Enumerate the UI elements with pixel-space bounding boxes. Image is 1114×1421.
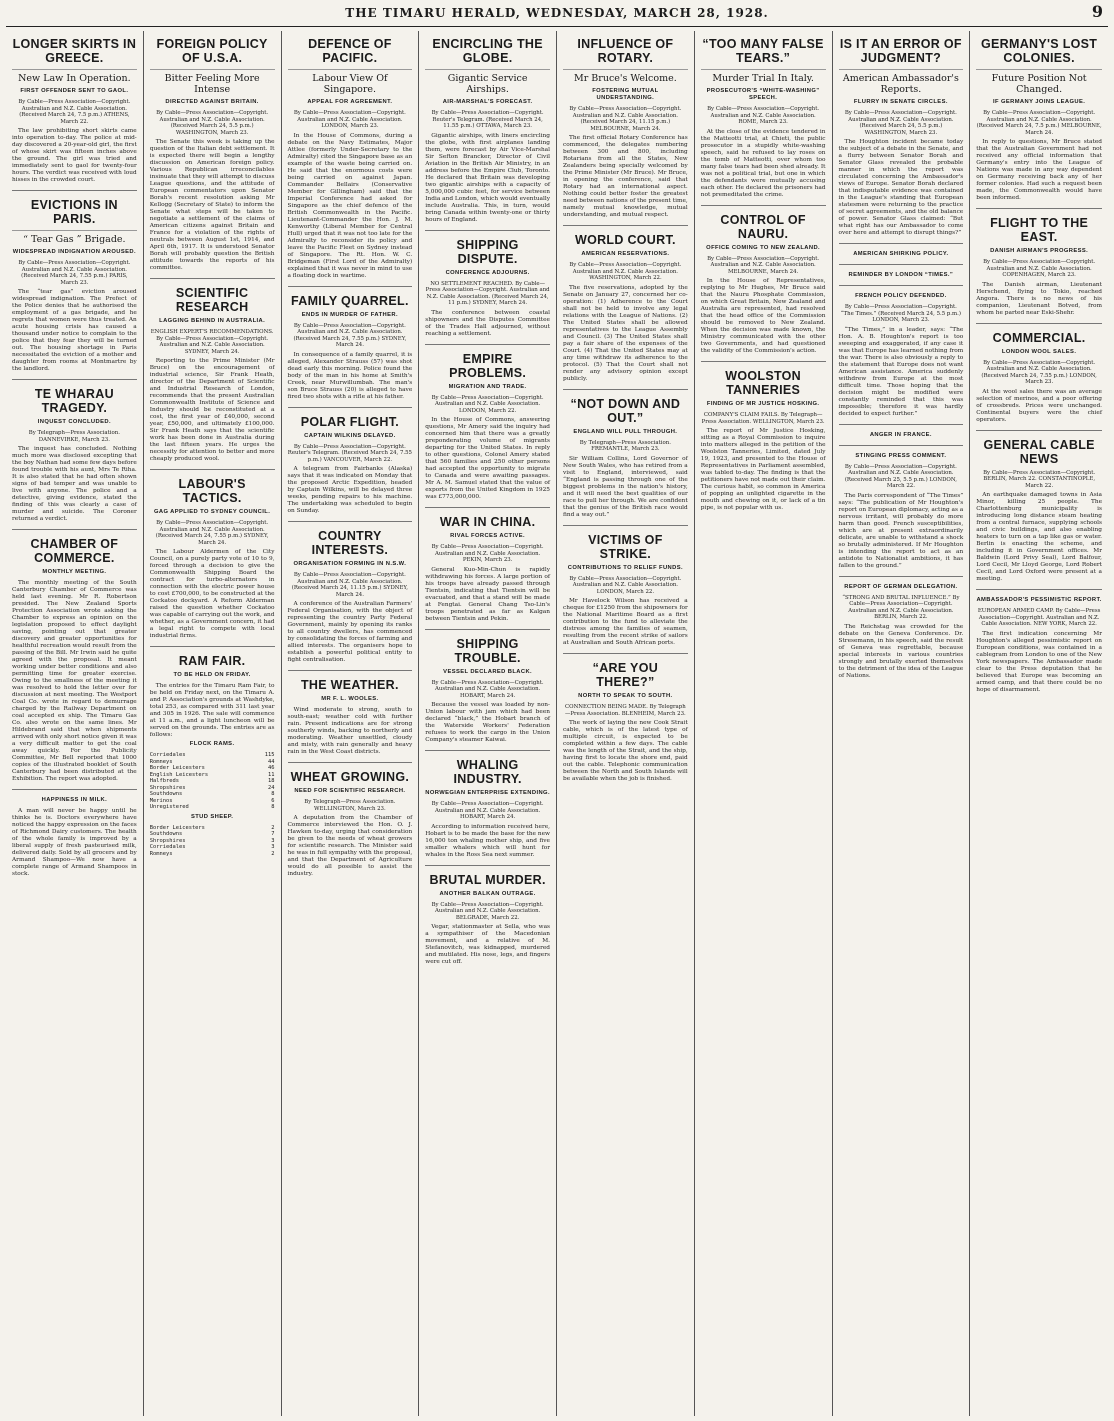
row-label: Merinos: [149, 797, 173, 804]
row-label: Southdowns: [149, 831, 183, 837]
article-headline: “NOT DOWN AND OUT.”: [570, 396, 681, 425]
article: [425, 344, 550, 502]
article-body: The five reservations, adopted by the Senate on January 27, concerned her co-operation: (1) Adherence to the Court shall not be held to involve any legal relations with the League of Nations. (2) The United States shall be allowed representatives to the League Assembly and Council. (3) The United States shall pay a fair share of the expenses of the Court. (4) That the United States may at any time withdraw its adherence to the protocol. (5) That the Court shall not render any advisory opinion except publicly.: [563, 284, 688, 382]
article-byline: By Cable—Press Association—Copyright. Australian and N.Z. Cable Association. (Received March 24, 11.15 p.m.) SYDNEY, March 24.: [291, 572, 408, 598]
article: [150, 278, 275, 463]
article-kicker: VESSEL DECLARED BLACK.: [443, 668, 533, 675]
article-body: The Senate this week is taking up the question of the Italian debt settlement. It is expected there will begin a lengthy discussion on American foreign policy. Various Republican irreconcilables insinuate that they will attempt to discuss League questions, and the attitude of European commentators upon Senator Borah's recent resolution asking Mr Kellogg (Secretary of State) to inform the Senate what steps will be taken to negotiate a settlement of the claims of American citizens against Britain and France for a violation of the rights of neutrals between August 1st, 1914, and April 6th, 1917. It is understood Senator Borah will probably question the British attitude towards the reports of his committee.: [149, 139, 275, 271]
article: [839, 243, 964, 258]
article-headline: WHALING INDUSTRY.: [453, 758, 522, 786]
article: [425, 230, 550, 338]
article: [425, 507, 550, 623]
article-headline: CONTROL OF NAURU.: [720, 212, 806, 241]
article-subheadline: Murder Trial In Italy.: [701, 69, 826, 84]
article-byline: By Cable—Press Association—Copyright. Australian and N.Z. Cable Association. (Received March 24, 7.55 p.m.) SYDNEY, March 24.: [293, 322, 407, 348]
article-kicker: FIRST OFFENDER SENT TO GAOL.: [20, 88, 129, 94]
article-byline: By Cable—Press Association—Copyright. Australian and N.Z. Cable Association. (Received March 24, 11.15 p.m.) MELBOURNE, March 24.: [569, 106, 682, 132]
article-body: A deputation from the Chamber of Commerce interviewed the Hon. O. J. Hawken to-day, urging that consideration be given to the needs of wheat growers for scientific research. The Minister said he was in full sympathy with the proposal, and that the Department of Agriculture would do all possible to assist the industry.: [287, 815, 413, 877]
article-headline: POLAR FLIGHT.: [300, 414, 400, 429]
article-headline: WHEAT GROWING.: [290, 770, 410, 784]
article-kicker: TO BE HELD ON FRIDAY.: [173, 672, 251, 678]
article-body: General Kuo-Min-Chun is rapidly withdrawing his forces. A large portion of his troops have already passed through Tientsin, indicating that Tientsin will be evacuated, and that a stand will be made at Fengtai. General Chang Tso-Lin's troops penetrated as far as Kalgan between Tientsin and Pekin.: [425, 566, 550, 622]
article-byline: EUROPEAN ARMED CAMP. By Cable—Press Association—Copyright. Australian and N.Z. Cable Association. NEW YORK, March 22.: [977, 608, 1101, 627]
article: [839, 37, 964, 237]
page-number: 9: [1091, 2, 1104, 21]
row-label: Shropshires: [149, 784, 186, 791]
page-columns: [6, 31, 1108, 1416]
article-kicker: NORTH TO SPEAK TO SOUTH.: [578, 693, 673, 699]
article-headline: INFLUENCE OF ROTARY.: [577, 37, 674, 65]
article-kicker: MONTHLY MEETING.: [42, 569, 107, 575]
article-headline: FAMILY QUARREL.: [291, 293, 409, 308]
article-byline: By Cable—Press Association—Copyright. Australian and N.Z. Cable Association. (Received March 25, 5.5 p.m.) LONDON, March 22.: [844, 463, 957, 489]
article-body: Mr Havelock Wilson has received a cheque for £1250 from the shipowners for the National Maritime Board as a first contribution to the fund to alleviate the distress among the families of seamen, resulting from the recent strike of sailors at Australian and South African ports.: [563, 598, 688, 646]
row-label: Romneys: [149, 850, 173, 857]
article: [976, 589, 1102, 694]
article-body: Wind moderate to strong, south to south-east; weather cold with further rain. Present indications are for strong southerly winds, backing to northerly and moderating. Weather unsettled, cloudy and misty, with rain generally and heavy rain in the West Coast districts.: [287, 707, 413, 755]
column-8: [970, 31, 1108, 1416]
article-kicker: ORGANISATION FORMING IN N.S.W.: [293, 561, 407, 567]
article-kicker: MR F. L. WOOLES.: [321, 696, 379, 702]
column-2: [144, 31, 282, 1416]
article-subheadline: Mr Bruce's Welcome.: [563, 69, 688, 84]
row-label: Corriedales: [149, 844, 186, 850]
article-kicker: RIVAL FORCES ACTIVE.: [450, 533, 526, 539]
article-byline: By Cable—Press Association—Copyright. Australian and N.Z. Cable Association. LONDON, March 22.: [569, 575, 682, 595]
row-value: 7: [271, 831, 275, 837]
article-kicker: ENDS IN MURDER OF FATHER.: [301, 311, 398, 318]
row-label: Romneys: [149, 758, 173, 765]
entries-table: [150, 752, 275, 811]
column-6: [695, 31, 833, 1416]
table-row: [150, 804, 275, 811]
article: [563, 525, 688, 648]
row-value: 3: [271, 844, 275, 850]
article-body: The work of laying the new Cook Strait cable, which is of the latest type of multiple circuit, is expected to be completed within a few days. The cable was the length of the Strait, and the ship, having first to locate the shore end, paid out the cable. Telephonic communication between the North and South Islands will be available when the job is finished.: [563, 720, 688, 782]
row-label: English Leicesters: [149, 771, 209, 778]
article: [425, 629, 550, 745]
article-byline: By Cable—Press Association—Copyright. BERLIN, March 22. CONSTANTINOPLE, March 22.: [983, 469, 1096, 489]
article-subheadline: Labour View Of Singapore.: [288, 69, 413, 95]
entries-table: [150, 825, 275, 858]
article: [150, 37, 275, 272]
article-kicker: FRENCH POLICY DEFENDED.: [855, 293, 947, 299]
article-byline: By Telegraph—Press Association. DANNEVIRKE, March 23.: [28, 430, 120, 443]
article-body: The law prohibiting short skirts came into operation to-day. The police at mid-day discovered a 20-year-old girl, the first of whose skirt was fifteen inches above the ground. The girl was tried and immediately sent to gaol for twenty-four hours. The verdict was received with loud hisses in the crowded court.: [12, 128, 137, 183]
column-3: [282, 31, 420, 1416]
article: [288, 37, 413, 280]
article-headline: WORLD COURT.: [574, 233, 676, 247]
column-5: [557, 31, 695, 1416]
article-body: The “tear gas” eviction aroused widespread indignation. The Prefect of the Police denies that he authorised the employment of a gas brigade, and he regrets that women were thus treated. An acute housing crisis has caused a thousand under notice to complain to the police that they fear they will be turned out. The housing shortage in Paris necessitated the eviction of a mother and daughter from rooms at Montmartre by the landlord.: [12, 289, 137, 372]
article-body: The first official Rotary Conference has commenced, the delegates numbering between 300 and 800, including Rotarians from all the States, New Zealanders being specially welcomed by the Prime Minister (Mr Bruce). Mr Bruce, in opening the conference, said that Rotary had an international aspect. Nothing could better foster the greatest need between nations of the present time, namely mutual knowledge, mutual understanding, and mutual respect.: [563, 135, 688, 218]
article-kicker: OFFICE COMING TO NEW ZEALAND.: [706, 244, 821, 251]
column-4: [419, 31, 557, 1416]
article-byline: By Cable—Press Association—Copyright. Australian and N.Z. Cable Association. (Received March 24, 7.55 p.m.) LONDON, March 23.: [981, 359, 1097, 385]
article-headline: SHIPPING TROUBLE.: [454, 636, 521, 665]
article-headline: THE WEATHER.: [300, 678, 399, 692]
article-body: Vegar, stationmaster at Sella, who was a sympathiser of the Macedonian movement, and a relative of M. Stefanovitch, was kidnapped, murdered and mutilated. His nose, legs, and fingers were cut off.: [425, 924, 550, 965]
article-byline: By Cable—Press Association—Copyright. Australian and N.Z. Cable Association. BELGRADE, March 22.: [431, 901, 544, 921]
article-headline: EVICTIONS IN PARIS.: [30, 198, 118, 226]
article-kicker: REPORT OF GERMAN DELEGATION.: [844, 583, 958, 590]
article-kicker: CONFERENCE ADJOURNS.: [445, 269, 530, 276]
article-body: The monthly meeting of the South Canterbury Chamber of Commerce was held last evening. Mr R. Robertson presided. The New Zealand Sports Protection Association wrote asking the Chamber to express an opinion on the legislation proposed to effect daylight saving, pointing out that greater discovery and greater opportunities for healthful recreation would result from the passing of the Bill. Mr Irwin said he quite agreed with the proposal. It meant working under better conditions and also permitting time for greater exercise. Owing to the smallness of the meeting it was resolved to hold the letter over for discussion at next meeting. The Westport Coal Co. wrote in regard to demurrage charged by the Railway Department on coal accepted ex ship. The Timaru Gas Co. also wrote on the same lines. Mr Hildebrand said that when shipments arrived with only short notice given it was a very difficult matter to get the coal away quickly. For the Publicity Committee, Mr Bell reported that 1000 copies of the illustrated booklet of South Canterbury had been distributed at the Exhibition. The report was adopted.: [12, 580, 137, 782]
article-headline: GERMANY'S LOST COLONIES.: [981, 37, 1098, 65]
article-body: Because the vessel was loaded by non-Union labour with jam which had been declared “black,” the Hobart branch of the Waterside Workers' Federation refuses to work the cargo in the Union Company's steamer Kaiwai.: [425, 702, 550, 743]
article-kicker: CAPTAIN WILKINS DELAYED.: [304, 432, 396, 439]
article-byline: By Cable—Press Association—Copyright. Australian and N.Z. Cable Association. COPENHAGEN, March 23.: [983, 259, 1096, 278]
article-body: Sir William Collins, Lord Governor of New South Wales, who has retired from a visit to England, interviewed, said “England is passing through one of the biggest problems in the nation's history, and it will need the best qualities of our race to pull her through. We are confident that the genius of the British race would find a way out.”: [563, 455, 688, 518]
article-headline: WOOLSTON TANNERIES: [725, 369, 802, 397]
article-body: In the House of Representatives, replying to Mr Hughes, Mr Bruce said that the Nauru Phosphate Commission, on which Great Britain, New Zealand and Australia are represented, had resolved that the head office of the Commission should be removed to New Zealand. When the decision was made known, the Ministry communicated with the other two Governments, and had questioned the validity of the Commission's action.: [700, 278, 826, 354]
article-headline: DEFENCE OF PACIFIC.: [308, 37, 392, 65]
article: [288, 521, 413, 664]
article-body: Reporting to the Prime Minister (Mr Bruce) on the encouragement of industrial science, Sir Frank Heath, director of the Department of Scientific and Industrial Research of London, recommends that the present Australian Commonwealth Institute of Science and Industry should be reconstituted at a cost, the first year of £40,000, second year, £50,000, and ultimately £100,000. Sir Frank Heath says that the scientific work has been done in Australia during the last fifteen years. He urges the necessity for attention to better and more cheaply produced wool.: [149, 358, 275, 462]
article-kicker: MIGRATION AND TRADE.: [448, 383, 527, 390]
article-body: The inquest has concluded. Nothing much more was disclosed excepting that the boy Nathan had some few days before found trouble with his aunt, Mrs Te Riha. It is also stated that he had often shown signs of bad temper and was unable to live with anyone. The police and a detective, giving evidence, stated the finding of this was clearly a case of murder and suicide. The Coroner returned a verdict.: [12, 446, 137, 522]
row-label: Southdowns: [149, 791, 183, 797]
article-subheadline: American Ambassador's Reports.: [839, 69, 964, 95]
article-kicker: INQUEST CONCLUDED.: [37, 419, 111, 425]
article-kicker: CONTRIBUTIONS TO RELIEF FUNDS.: [567, 564, 684, 571]
article: [839, 264, 964, 279]
article-headline: EMPIRE PROBLEMS.: [449, 351, 527, 380]
article-kicker: GAG APPLIED TO SYDNEY COUNCIL.: [153, 509, 271, 515]
row-value: 3: [271, 837, 275, 844]
article-headline: SHIPPING DISPUTE.: [456, 237, 519, 266]
article: [288, 762, 413, 878]
article: [701, 37, 826, 199]
row-label: Shropshires: [149, 837, 186, 844]
article-headline: LABOUR'S TACTICS.: [178, 477, 246, 505]
article-body: In reply to questions, Mr Bruce stated that the Australian Government had not received any official information that Germany's entry into the League of Nations was made in any way dependent on Germany receiving back any of her former colonies. Had such a request been made, the Commonwealth would have been informed.: [976, 139, 1102, 201]
article-kicker: DANISH AIRMAN'S PROGRESS.: [990, 248, 1089, 254]
table-row: [150, 851, 275, 858]
article-body: The report of Mr Justice Hosking, sitting as a Royal Commission to inquire into matters alleged in the petition of the Woolston Tanneries, Limited, dated July 19, 1923, and presented to the House of Representatives in Parliament assembled, was tabled to-day. The finding is that the petitioners have not made out their claim. The curious habit, so common in America of popping an unlighted cigarette in the mouth and chewing on it, or lack of a tin pipe, is not popular with us.: [700, 428, 826, 511]
article-byline: “STRONG AND BRUTAL INFLUENCE.” By Cable—Press Association—Copyright. Australian and N.Z. Cable Association. BERLIN, March 22.: [842, 594, 960, 620]
article-byline: NO SETTLEMENT REACHED. By Cable—Press Association—Copyright. Australian and N.Z. Cable Association. (Received March 24, 11 p.m.) SYDNEY, March 24.: [425, 280, 550, 306]
article: [839, 576, 964, 680]
article-headline: CHAMBER OF COMMERCE.: [30, 537, 119, 565]
article-byline: By Cable—Press Association—Copyright. “The Times.” (Received March 24, 5.5 p.m.) LONDON, March 23.: [840, 304, 961, 323]
row-value: 44: [268, 758, 275, 765]
article-kicker: FOSTERING MUTUAL UNDERSTANDING.: [592, 88, 659, 101]
article-kicker: AMBASSADOR'S PESSIMISTIC REPORT.: [976, 597, 1102, 603]
article-kicker: REMINDER BY LONDON “TIMES.”: [848, 272, 954, 278]
article-headline: “TOO MANY FALSE TEARS.”: [702, 37, 824, 65]
article-byline: By Cable—Press Association—Copyright. Australian and N.Z. Cable Association. LONDON, March 22.: [431, 394, 544, 414]
article-body: The entries for the Timaru Ram Fair, to be held on Friday next, on the Timaru A. and P. Association's grounds at Washdyke, total 253, as compared with 311 last year and 305 in 1926. The sale will commence at 11 a.m., and a light luncheon will be served on the grounds. The entries are as follows:: [149, 683, 275, 738]
article-kicker: NEED FOR SCIENTIFIC RESEARCH.: [294, 788, 406, 794]
article-byline: By Cable—Press Association—Copyright. Australian and N.Z. Cable Association. ROME, March 23.: [707, 106, 820, 125]
article-body: The Reichstag was crowded for the debate on the Geneva Conference. Dr. Stresemann, in his speech, said the result of Geneva was regrettable, because special interests in various countries strongly and brutally exerted themselves to the detriment of the idea of the League of Nations.: [838, 623, 964, 679]
article-kicker: ANOTHER BALKAN OUTRAGE.: [439, 890, 536, 897]
article: [12, 190, 137, 373]
article-kicker: DIRECTED AGAINST BRITAIN.: [165, 99, 259, 105]
article-kicker: APPEAL FOR AGREEMENT.: [307, 99, 393, 105]
article-headline: BRUTAL MURDER.: [429, 872, 546, 887]
article-byline: By Cable—Press Association—Copyright. Australian and N.Z. Cable Association. (Received March 24, 7.55 p.m.) SYDNEY, March 24.: [155, 520, 269, 546]
article-kicker: PROSECUTOR'S “WHITE-WASHING” SPEECH.: [706, 88, 820, 101]
article-byline: By Cable—Press Association—Copyright. Australian and N.Z. Cable Association. PEKIN, March 23.: [431, 544, 544, 563]
article-kicker: LAGGING BEHIND IN AUSTRALIA.: [159, 318, 266, 324]
article: [701, 205, 826, 356]
article-byline: By Cable—Press Association—Copyright. Reuter's Telegram. (Received March 24, 7.55 p.m.) VANCOUVER, March 22.: [287, 443, 412, 463]
row-label: Corriedales: [149, 752, 186, 758]
article-body: The Labour Aldermen of the City Council, on a purely party vote of 10 to 9, forced through a decision to give the Commonwealth Shipping Board the contract for turbo-alternators in connection with the electric power house to cost £700,000, to be constructed at the Cockatoo dockyard. A Reform Alderman raised the question whether Cockatoo was capable of carrying out the work, and whether, as a Government concern, it had a legal right to compete with local industrial firms.: [149, 549, 275, 639]
article-body: The conference between coastal shipowners and the Disputes Committee of the Trades Hall adjourned, without reaching a settlement.: [425, 309, 550, 337]
article-subheadline: Future Position Not Changed.: [976, 69, 1102, 95]
newspaper-title: THE TIMARU HERALD, WEDNESDAY, MARCH 28, 1928.: [345, 6, 769, 20]
row-value: 24: [268, 784, 275, 791]
article-subheadline: Bitter Feeling More Intense: [150, 69, 275, 95]
article-kicker: ENGLAND WILL PULL THROUGH.: [573, 428, 678, 435]
article: [563, 225, 688, 383]
article-kicker: WIDESPREAD INDIGNATION AROUSED.: [12, 249, 136, 255]
article: [12, 379, 137, 523]
article-kicker: NORWEGIAN ENTERPRISE EXTENDING.: [425, 790, 550, 796]
row-value: 2: [271, 850, 275, 857]
article-byline: By Cable—Press Association—Copyright. Australian and N.Z. Cable Association. (Received March 24, 5.5 p.m.) WASHINGTON, March 23.: [844, 110, 957, 136]
article-kicker: AMERICAN SHIRKING POLICY.: [853, 251, 949, 257]
article: [563, 389, 688, 519]
article: [425, 750, 550, 859]
article: [288, 286, 413, 401]
article-headline: TE WHARAU TRAGEDY.: [34, 387, 114, 415]
column-7: [833, 31, 971, 1416]
row-value: 8: [271, 804, 275, 810]
article-headline: COMMERCIAL.: [992, 330, 1086, 345]
table-title: FLOCK RAMS.: [189, 741, 235, 747]
article-subheadline: Gigantic Service Airships.: [425, 69, 550, 95]
article-kicker: FLURRY IN SENATE CIRCLES.: [853, 99, 948, 105]
article-kicker: ANGER IN FRANCE.: [869, 431, 932, 438]
article-kicker: AMERICAN RESERVATIONS.: [581, 251, 670, 257]
article-body: The Paris correspondent of “The Times” says: “The publication of Mr Houghton's report on European diplomacy, acting as a nervous irritant, will probably do more harm than good. French susceptibilities, which are at present extraordinarily delicate, are unable to withstand a shock so brutally administered. If Mr Houghton is intending the report to act as an antidote to Nationalist ambitions, it has fallen to the ground.”: [838, 492, 964, 569]
article-headline: WAR IN CHINA.: [439, 515, 536, 529]
article-byline: By Cable—Press Association—Copyright. Reuter's Telegram. (Received March 24, 11.55 p.m.) OTTAWA, March 23.: [431, 110, 544, 129]
article: [839, 445, 964, 570]
article-kicker: STINGING PRESS COMMENT.: [855, 452, 947, 459]
row-value: 18: [268, 778, 275, 784]
article: [839, 285, 964, 418]
article-kicker: LONDON WOOL SALES.: [1001, 348, 1077, 355]
article: [150, 646, 275, 857]
article-body: A telegram from Fairbanks (Alaska) says that it was indicated on Monday that the proposed Arctic Expedition, headed by Captain Wilkins, will be delayed three weeks, pending repairs to his machine. The undertaking was scheduled to begin on Sunday.: [287, 466, 413, 514]
article: [150, 469, 275, 640]
article-byline: By Cable—Press Association—Copyright. Australian and N.Z. Cable Association. (Received March 24, 7.5 p.m.) ATHENS, March 22.: [18, 99, 131, 125]
article-headline: COUNTRY INTERESTS.: [311, 529, 389, 557]
article: [425, 865, 550, 967]
article-headline: IS IT AN ERROR OF JUDGMENT?: [839, 37, 962, 65]
row-value: 11: [268, 771, 275, 778]
article-headline: “ARE YOU THERE?”: [592, 661, 659, 689]
masthead: [6, 0, 1108, 27]
row-label: Border Leicesters: [149, 824, 205, 831]
row-value: 115: [264, 752, 275, 758]
article-body: A man will never be happy until he thinks he is. Doctors everywhere have noticed the happy expression on the faces of Richmond Dairy customers. The health of the whole family is improved by a liberal supply of fresh pasteurised milk, delivered daily. Sold by all grocers and by Armand Shampoo—We now have a complete range of Armand Shampoos in stock.: [12, 808, 137, 877]
article: [976, 323, 1102, 424]
article: [12, 529, 137, 783]
article: [563, 37, 688, 219]
article-body: The first indication concerning Mr Houghton's alleged pessimistic report on European conditions, was contained in a cablegram from London to one of the New York newspapers. The Ambassador made clear to the Press deputation that he believed that Europe was becoming an armed camp, and that there could be no hope of disarmament.: [976, 630, 1102, 693]
column-1: [6, 31, 144, 1416]
article-body: The Houghton incident became today the subject of a debate in the Senate, and a flurry between Senator Borah and Senator Glass revealed the probable manner in which the report was circulated concerning the Ambassador's views of Europe. Senator Borah declared that indisputable evidence was contained in the League's standing that European statesmen were returning to the practice of secret agreements, and the old balance of power. Senator Glass claimed: “But what right has our Ambassador to come over here and attempt to disrupt things?”: [838, 139, 964, 236]
article-byline: COMPANY'S CLAIM FAILS. By Telegraph—Press Association. WELLINGTON, March 23.: [701, 412, 825, 425]
article-body: An earthquake damaged towns in Asia Minor, killing 25 people. The Charlottenburg municipality is introducing long distance steam heating from a central furnace, supplying schools and civic buildings, and also enabling heaters to turn on a tap like gas or water. Berlin is enacting the scheme, and including it in Government offices. Mr Baldwin (Lord Privy Seal), Lord Balfour, Lord Cecil, Mr Lloyd George, Lord Robert Cecil, and Lord Oxford were present at a meeting.: [976, 492, 1102, 582]
article: [839, 424, 964, 439]
article: [563, 653, 688, 783]
article-kicker: AIR-MARSHAL'S FORECAST.: [442, 99, 533, 105]
article: [976, 37, 1102, 202]
article-body: The Danish airman, Lieutenant Herschend, flying to Tokio, reached Angora. There is no news of his companion, Lieutenant Botved, from whom he parted near Eski-Shehr.: [976, 281, 1102, 316]
article-byline: By Telegraph—Press Association. FREMANTLE, March 23.: [579, 439, 671, 452]
article-byline: By Cable—Press Association—Copyright. Australian and N.Z. Cable Association. HOBART, March 24.: [431, 801, 544, 820]
article: [976, 430, 1102, 584]
row-value: 6: [271, 797, 275, 804]
row-value: 46: [268, 765, 275, 771]
article: [288, 670, 413, 756]
article-byline: By Cable—Press Association—Copyright. Australian and N.Z. Cable Association. HOBART, March 24.: [431, 679, 544, 699]
article-body: In consequence of a family quarrel, it is alleged, Alexander Strauss (57) was shot dead early this morning. Police found the body of the man in his home at Smith's Creek, near Murwillumbah. The man's son Bruce Strauss (20) is alleged to have fired two shots with a rifle at his father.: [287, 351, 413, 400]
row-label: Halfbreds: [149, 778, 179, 784]
article-body: A conference of the Australian Farmers' Federal Organisation, with the object of representing the country Party Federal Government, mainly by opening its ranks to all country dwellers, has commenced by consolidating the forces of farming and allied interests. The organisers hope to establish a powerful political entity to fight centralisation.: [287, 601, 413, 663]
article-headline: SCIENTIFIC RESEARCH: [175, 286, 249, 314]
article-headline: ENCIRCLING THE GLOBE.: [432, 37, 543, 65]
article-body: At the close of the evidence tendered in the Matteotti trial, at Chieti, the public prosecutor in a stupidly white-washing speech, said he refused to lay roses on the tomb of Matteotti, over whom too many false tears had been shed already. It was not a political trial, but one in which the defendants were mutually accusing each other. He declared the prisoners had not premeditated the crime.: [700, 128, 826, 198]
article-byline: By Cable—Press Association—Copyright. Australian and N.Z. Cable Association. WASHINGTON, March 22.: [569, 262, 682, 281]
article-byline: By Cable—Press Association—Copyright. Australian and N.Z. Cable Association. LONDON, March 23.: [293, 110, 406, 129]
row-value: 8: [271, 791, 275, 797]
table-title: STUD SHEEP.: [190, 813, 234, 820]
article-subheadline: New Law In Operation.: [12, 69, 137, 84]
article-subheadline: “ Tear Gas ” Brigade.: [12, 230, 137, 245]
article: [288, 407, 413, 516]
article: [12, 789, 137, 878]
article-headline: RAM FAIR.: [178, 654, 246, 668]
article-headline: FOREIGN POLICY OF U.S.A.: [156, 37, 268, 65]
article-byline: By Cable—Press Association—Copyright. Australian and N.Z. Cable Association. (Received March 24, 7.5 p.m.) MELBOURNE, March 24.: [976, 110, 1102, 136]
article-byline: ENGLISH EXPERT'S RECOMMENDATIONS. By Cable—Press Association—Copyright. Australian and N.Z. Cable Association. SYDNEY, March 24.: [150, 329, 274, 355]
article-byline: By Telegraph—Press Association. WELLINGTON, March 23.: [304, 799, 396, 812]
row-label: Unregistered: [149, 804, 189, 810]
article: [425, 37, 550, 224]
article-kicker: IF GERMANY JOINS LEAGUE.: [992, 99, 1086, 105]
article-body: “The Times,” in a leader, says: “The Hon. A. B. Houghton's report is too sweeping and exaggerated, if any case it was that Europe has learned nothing from the war. There is also obviously a reply to the statement that Europe does not want American assistance. America suddenly withdrew from Europe at the most difficult time. Those hoping that the decision might be modified were constantly reminded that this was impossible; therefore it was hardly decided to expect further.”: [838, 326, 964, 417]
article: [12, 37, 137, 184]
article-byline: By Cable—Press Association—Copyright. Australian and N.Z. Cable Association. (Received March 24, 7.55 p.m.) PARIS, March 23.: [18, 260, 131, 286]
article-headline: LONGER SKIRTS IN GREECE.: [12, 37, 137, 65]
row-value: 2: [271, 824, 275, 831]
article-body: At the wool sales there was an average selection of merinos, and a poor offering of crossbreds. Prices were unchanged. Continental buyers were the chief operators.: [976, 388, 1102, 423]
article-body: Gigantic airships, with liners encircling the globe, with first airplanes landing them, were forecast by Air Vice-Marshal Sir Sefton Brancker, Director of Civil Aviation in the British Air Ministry, in an address before the Empire Club, Toronto. He declared that Britain was developing two gigantic airships with a capacity of 5,000,000 cubic feet, for service between India and London, which would eventually include Australia. This, in turn, would bring Canada within twenty-one or thirty hours of England.: [425, 132, 550, 223]
row-label: Border Leicesters: [149, 765, 205, 771]
article-kicker: FINDING OF MR JUSTICE HOSKING.: [706, 401, 820, 407]
article-headline: GENERAL CABLE NEWS: [983, 437, 1095, 466]
article-body: In the House of Commons, during a debate on the Navy Estimates, Major Attlee (formerly Under-Secretary to the Admiralty) cited the Singapore base as an example of the waste being carried on. He said that the enormous costs were being carried on against Japan. Commander Bellairs (Conservative Member for Gillingham) said that the Imperial Conference had asked for Singapore as the chief defence of the British Commonwealth in the Pacific. Lieutenant-Commander the Hon. J. M. Kenworthy (Liberal Member for Central Hull) urged that it was not too late for the Admiralty to reconsider its policy and leave the Pacific Fleet on Sydney instead of Singapore. The Rt. Hon. W. C. Bridgeman (First Lord of the Admiralty) explained that it was never in mind to use a floating dock in wartime.: [287, 132, 413, 279]
article-byline: By Cable—Press Association—Copyright. Australian and N.Z. Cable Association. MELBOURNE, March 24.: [707, 255, 820, 275]
article-byline: CONNECTION BEING MADE. By Telegraph—Press Association. BLENHEIM, March 23.: [565, 704, 686, 717]
article: [701, 361, 826, 512]
article-headline: FLIGHT TO THE EAST.: [990, 216, 1089, 244]
article-kicker: HAPPINESS IN MILK.: [41, 797, 108, 803]
article-body: In the House of Commons, answering questions, Mr Amery said the inquiry had concerned him that there was a greatly preponderating volume of migrants departing for the United States. In reply to other questions, Colonel Amery stated that 560 families and 250 other persons had accepted the opportunity to migrate to Canada and were awaiting passages. Mr A. M. Samuel stated that the value of exports from the United Kingdom in 1925 was £773,000,000.: [425, 417, 550, 500]
article-byline: By Cable—Press Association—Copyright. Australian and N.Z. Cable Association. (Received March 24, 5.5 p.m.) WASHINGTON, March 23.: [156, 110, 269, 136]
article-headline: VICTIMS OF STRIKE.: [588, 532, 663, 561]
article: [976, 208, 1102, 317]
article-body: According to information received here, Hobart is to be made the base for the new 16,000 ton whaling mother ship, and five smaller whalers which will hunt for whales in the Ross Sea next summer.: [425, 823, 550, 858]
